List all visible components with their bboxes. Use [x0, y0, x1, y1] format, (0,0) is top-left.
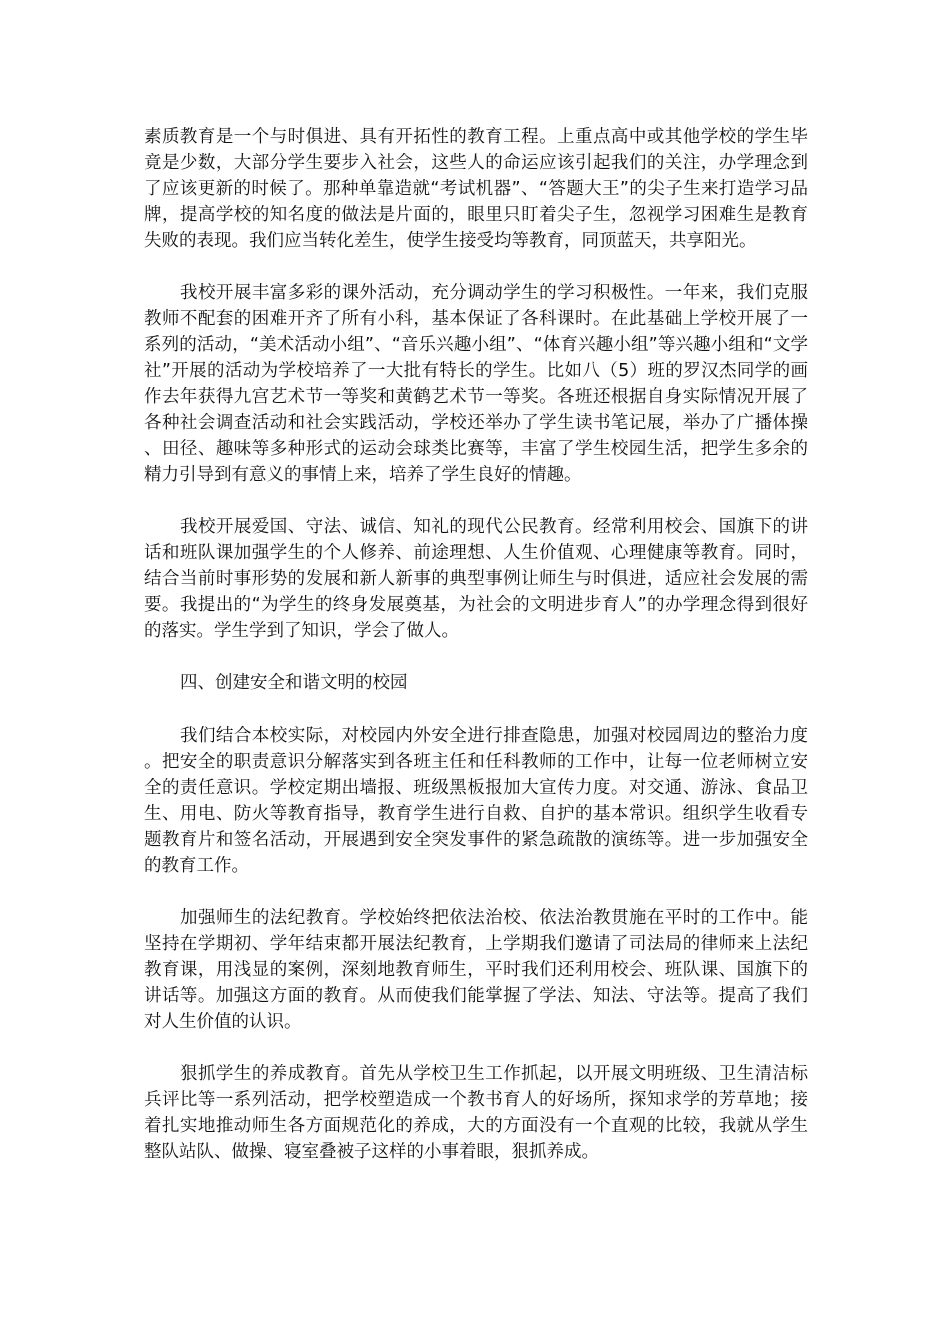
paragraph-extracurricular-activities: 我校开展丰富多彩的课外活动，充分调动学生的学习积极性。一年来，我们克服教师不配套的困难开齐了所有小科，基本保证了各科课时。在此基础上学校开展了一系列的活动，“美术活动小组”、“音乐兴趣小组”、“体育兴趣小组”等兴趣小组和“文学社”开展的活动为学校培养了一大批有特长的学生。比如八（5）班的罗汉杰同学的画作去年获得九宫艺术节一等奖和黄鹤艺术节一等奖。各班还根据自身实际情况开展了各种社会调查活动和社会实践活动，学校还举办了学生读书笔记展，举办了广播体操、田径、趣味等多种形式的运动会球类比赛等，丰富了学生校园生活，把学生多余的精力引导到有意义的事情上来，培养了学生良好的情趣。 — [144, 283, 808, 485]
document-page — [144, 124, 808, 1191]
section-heading: 四、创建安全和谐文明的校园 — [180, 673, 408, 693]
paragraph-quality-education: 素质教育是一个与时俱进、具有开拓性的教育工程。上重点高中或其他学校的学生毕竟是少数，大部分学生要步入社会，这些人的命运应该引起我们的关注，办学理念到了应该更新的时候了。那种单靠造就“考试机器”、“答题大王”的尖子生来打造学习品牌，提高学校的知名度的做法是片面的，眼里只盯着尖子生，忽视学习困难生是教育失败的表现。我们应当转化差生，使学生接受均等教育，同顶蓝天，共享阳光。 — [144, 127, 808, 251]
paragraph-habit-formation: 狠抓学生的养成教育。首先从学校卫生工作抓起，以开展文明班级、卫生清洁标兵评比等一系列活动，把学校塑造成一个教书育人的好场所，探知求学的芳草地；接着扎实地推动师生各方面规范化的养成，大的方面没有一个直观的比较，我就从学生整队站队、做操、寝室叠被子这样的小事着眼，狠抓养成。 — [144, 1064, 808, 1162]
paragraph-legal-education: 加强师生的法纪教育。学校始终把依法治校、依法治教贯施在平时的工作中。能坚持在学期初、学年结束都开展法纪教育，上学期我们邀请了司法局的律师来上法纪教育课，用浅显的案例，深刻地教育师生，平时我们还利用校会、班队课、国旗下的讲话等。加强这方面的教育。从而使我们能掌握了学法、知法、守法等。提高了我们对人生价值的认识。 — [144, 908, 808, 1032]
paragraph-citizen-education: 我校开展爱国、守法、诚信、知礼的现代公民教育。经常利用校会、国旗下的讲话和班队课加强学生的个人修养、前途理想、人生价值观、心理健康等教育。同时，结合当前时事形势的发展和新人新事的典型事例让师生与时俱进，适应社会发展的需要。我提出的“为学生的终身发展奠基，为社会的文明进步育人”的办学理念得到很好的落实。学生学到了知识，学会了做人。 — [144, 517, 808, 641]
paragraph-campus-safety: 我们结合本校实际，对校园内外安全进行排查隐患，加强对校园周边的整治力度。把安全的职责意识分解落实到各班主任和任科教师的工作中，让每一位老师树立安全的责任意识。学校定期出墙报、班级黑板报加大宣传力度。对交通、游泳、食品卫生、用电、防火等教育指导，教育学生进行自救、自护的基本常识。组织学生收看专题教育片和签名活动，开展遇到安全突发事件的紧急疏散的演练等。进一步加强安全的教育工作。 — [144, 726, 808, 876]
